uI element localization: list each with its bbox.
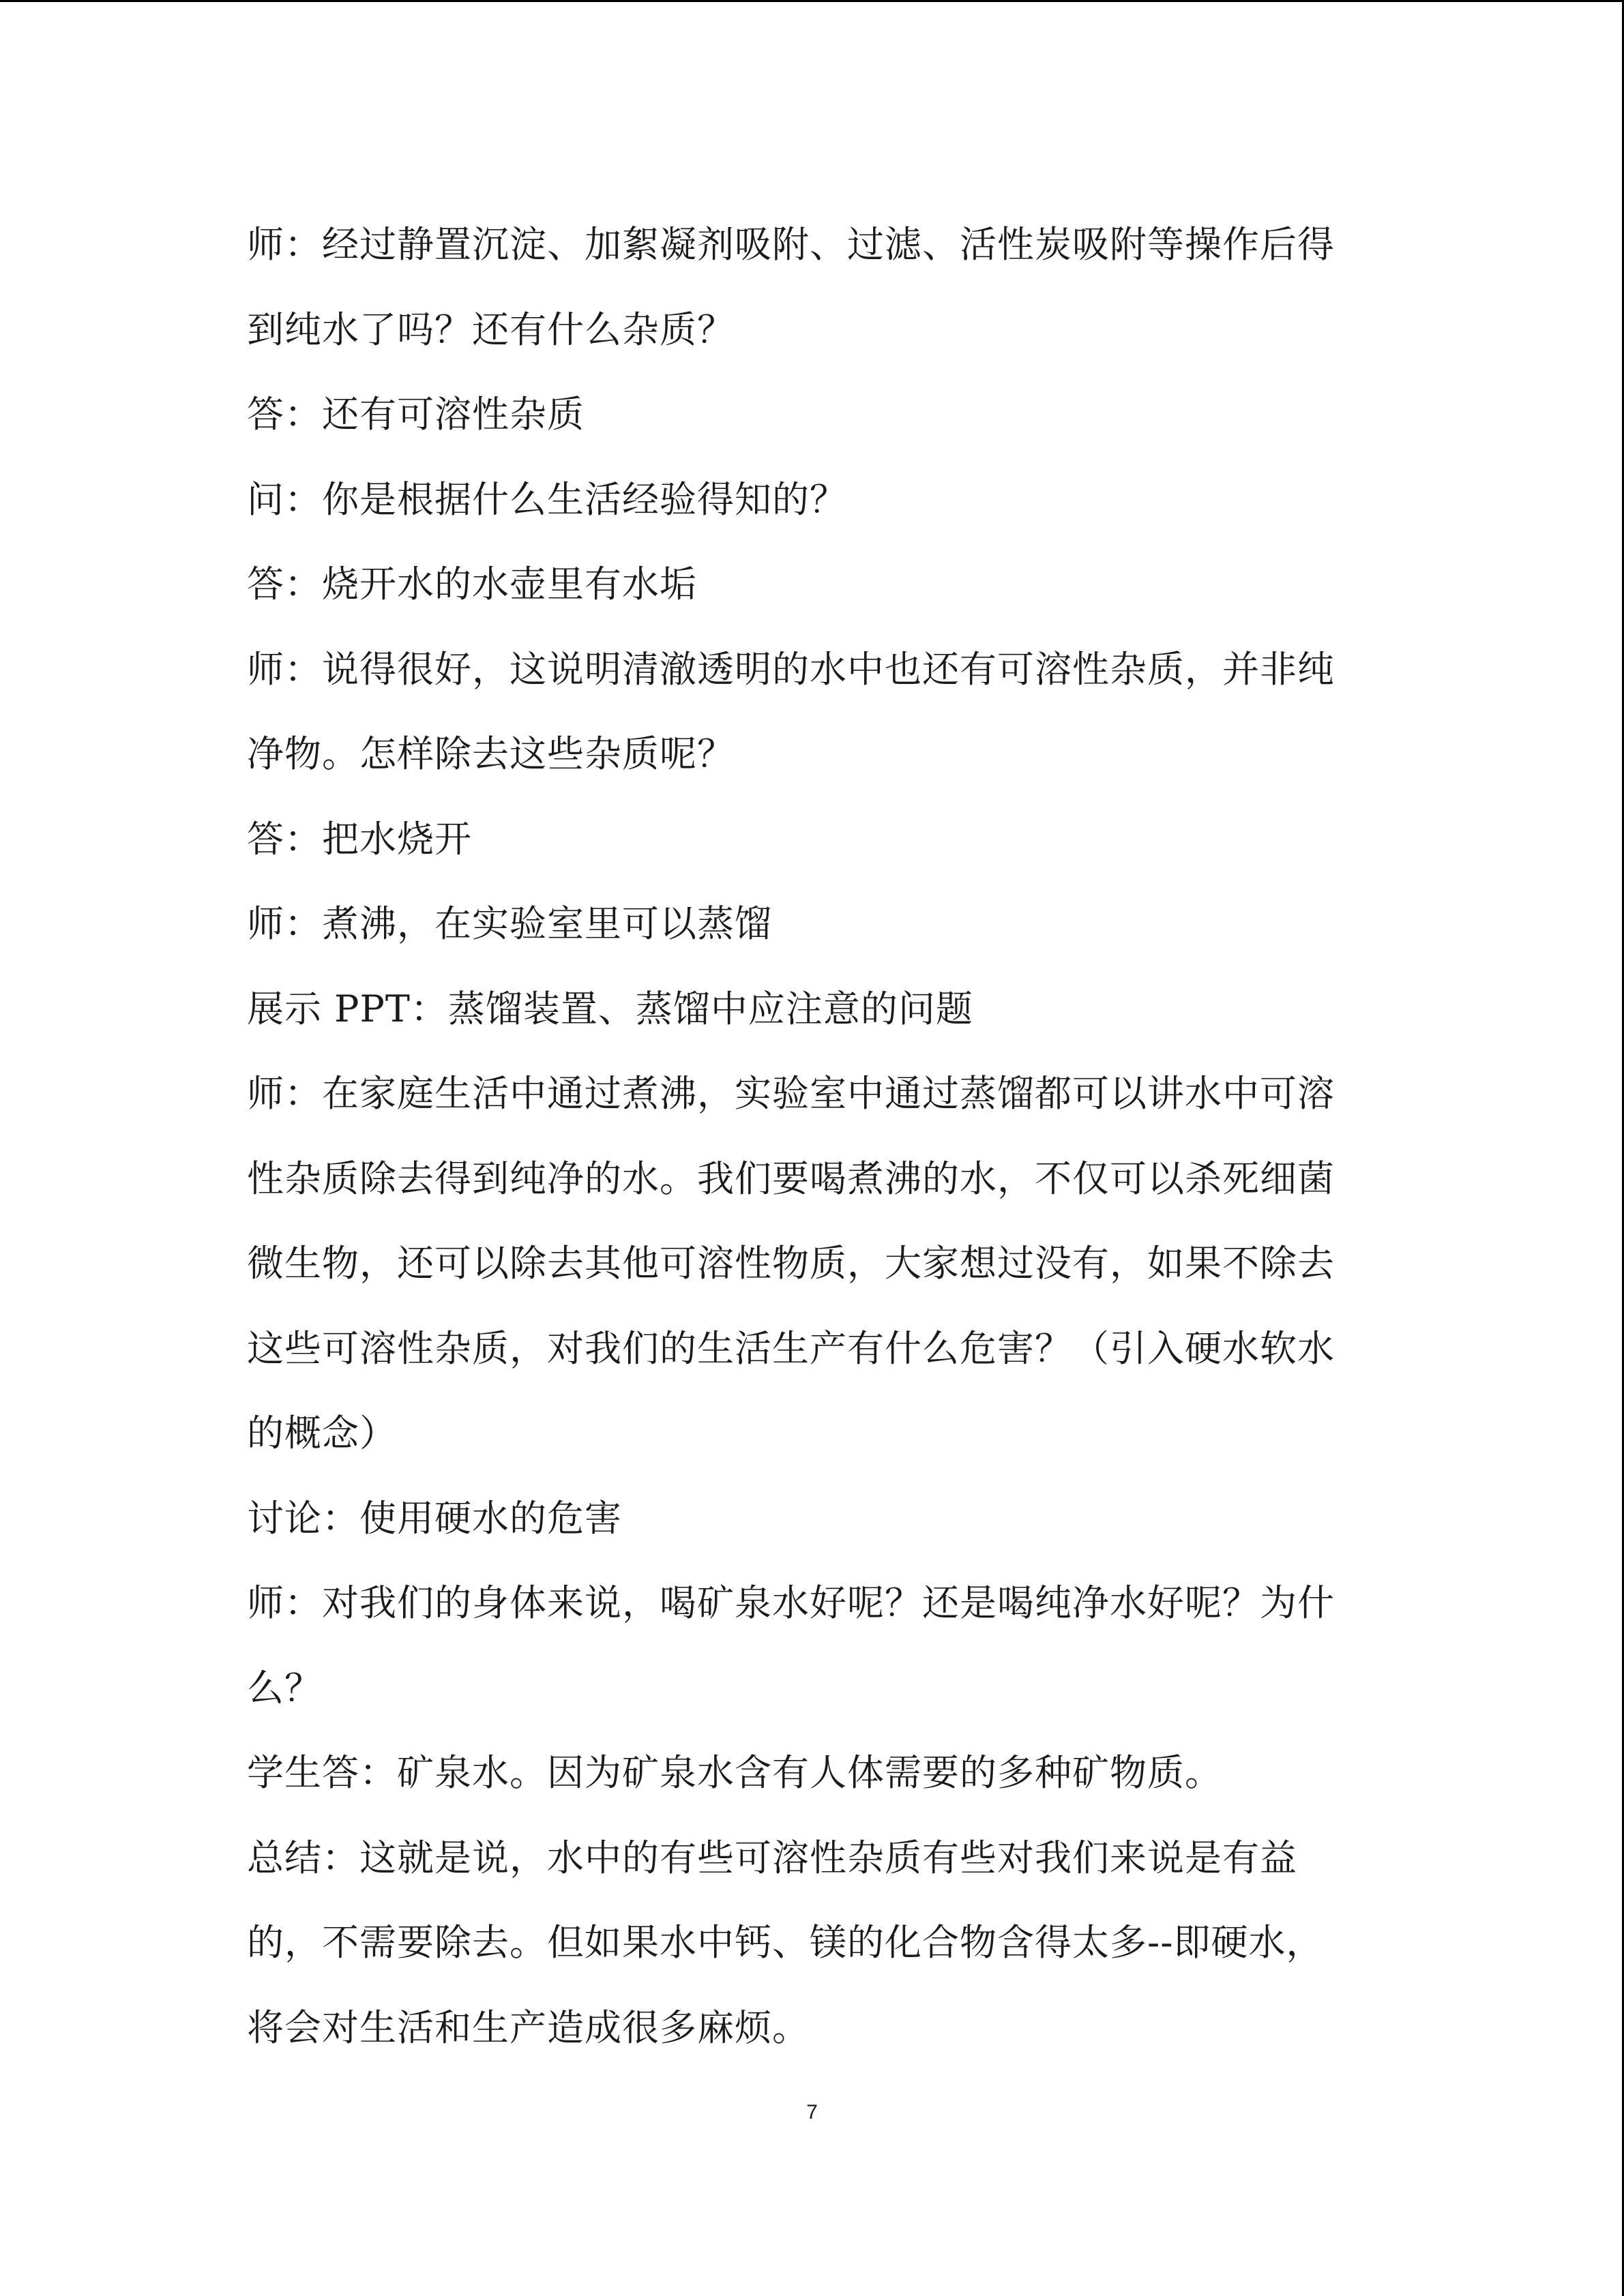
text-line: 展示 PPT：蒸馏装置、蒸馏中应注意的问题 — [247, 987, 973, 1030]
text-line: 性杂质除去得到纯净的水。我们要喝煮沸的水，不仅可以杀死细菌 — [247, 1157, 1335, 1200]
text-line: 师：在家庭生活中通过煮沸，实验室中通过蒸馏都可以讲水中可溶 — [247, 1072, 1335, 1115]
text-line: 的概念） — [247, 1412, 397, 1455]
text-line: 微生物，还可以除去其他可溶性物质，大家想过没有，如果不除去 — [247, 1242, 1335, 1285]
page-number: 7 — [806, 2101, 818, 2123]
document-body — [247, 203, 1365, 2070]
text-line: 这些可溶性杂质，对我们的生活生产有什么危害？（引入硬水软水 — [247, 1326, 1335, 1370]
text-line: 学生答：矿泉水。因为矿泉水含有人体需要的多种矿物质。 — [247, 1751, 1222, 1794]
text-line: 总结：这就是说，水中的有些可溶性杂质有些对我们来说是有益 — [247, 1836, 1297, 1879]
text-line: 到纯水了吗？还有什么杂质？ — [247, 308, 735, 351]
text-line: 净物。怎样除去这些杂质呢？ — [247, 732, 735, 775]
text-line: 的，不需要除去。但如果水中钙、镁的化合物含得太多--即硬水， — [247, 1921, 1324, 1964]
text-line: 讨论：使用硬水的危害 — [247, 1496, 622, 1540]
text-line: 答：把水烧开 — [247, 817, 472, 861]
text-line: 师：经过静置沉淀、加絮凝剂吸附、过滤、活性炭吸附等操作后得 — [247, 223, 1335, 266]
text-line: 答：烧开水的水壶里有水垢 — [247, 563, 697, 606]
text-line: 么？ — [247, 1666, 322, 1710]
text-line: 师：煮沸，在实验室里可以蒸馏 — [247, 902, 772, 945]
text-line: 师：对我们的身体来说，喝矿泉水好呢？还是喝纯净水好呢？为什 — [247, 1581, 1335, 1624]
text-line: 师：说得很好，这说明清澈透明的水中也还有可溶性杂质，并非纯 — [247, 647, 1335, 691]
text-line: 将会对生活和生产造成很多麻烦。 — [247, 2006, 810, 2049]
text-line: 答：还有可溶性杂质 — [247, 393, 585, 436]
text-line: 问：你是根据什么生活经验得知的？ — [247, 477, 847, 521]
